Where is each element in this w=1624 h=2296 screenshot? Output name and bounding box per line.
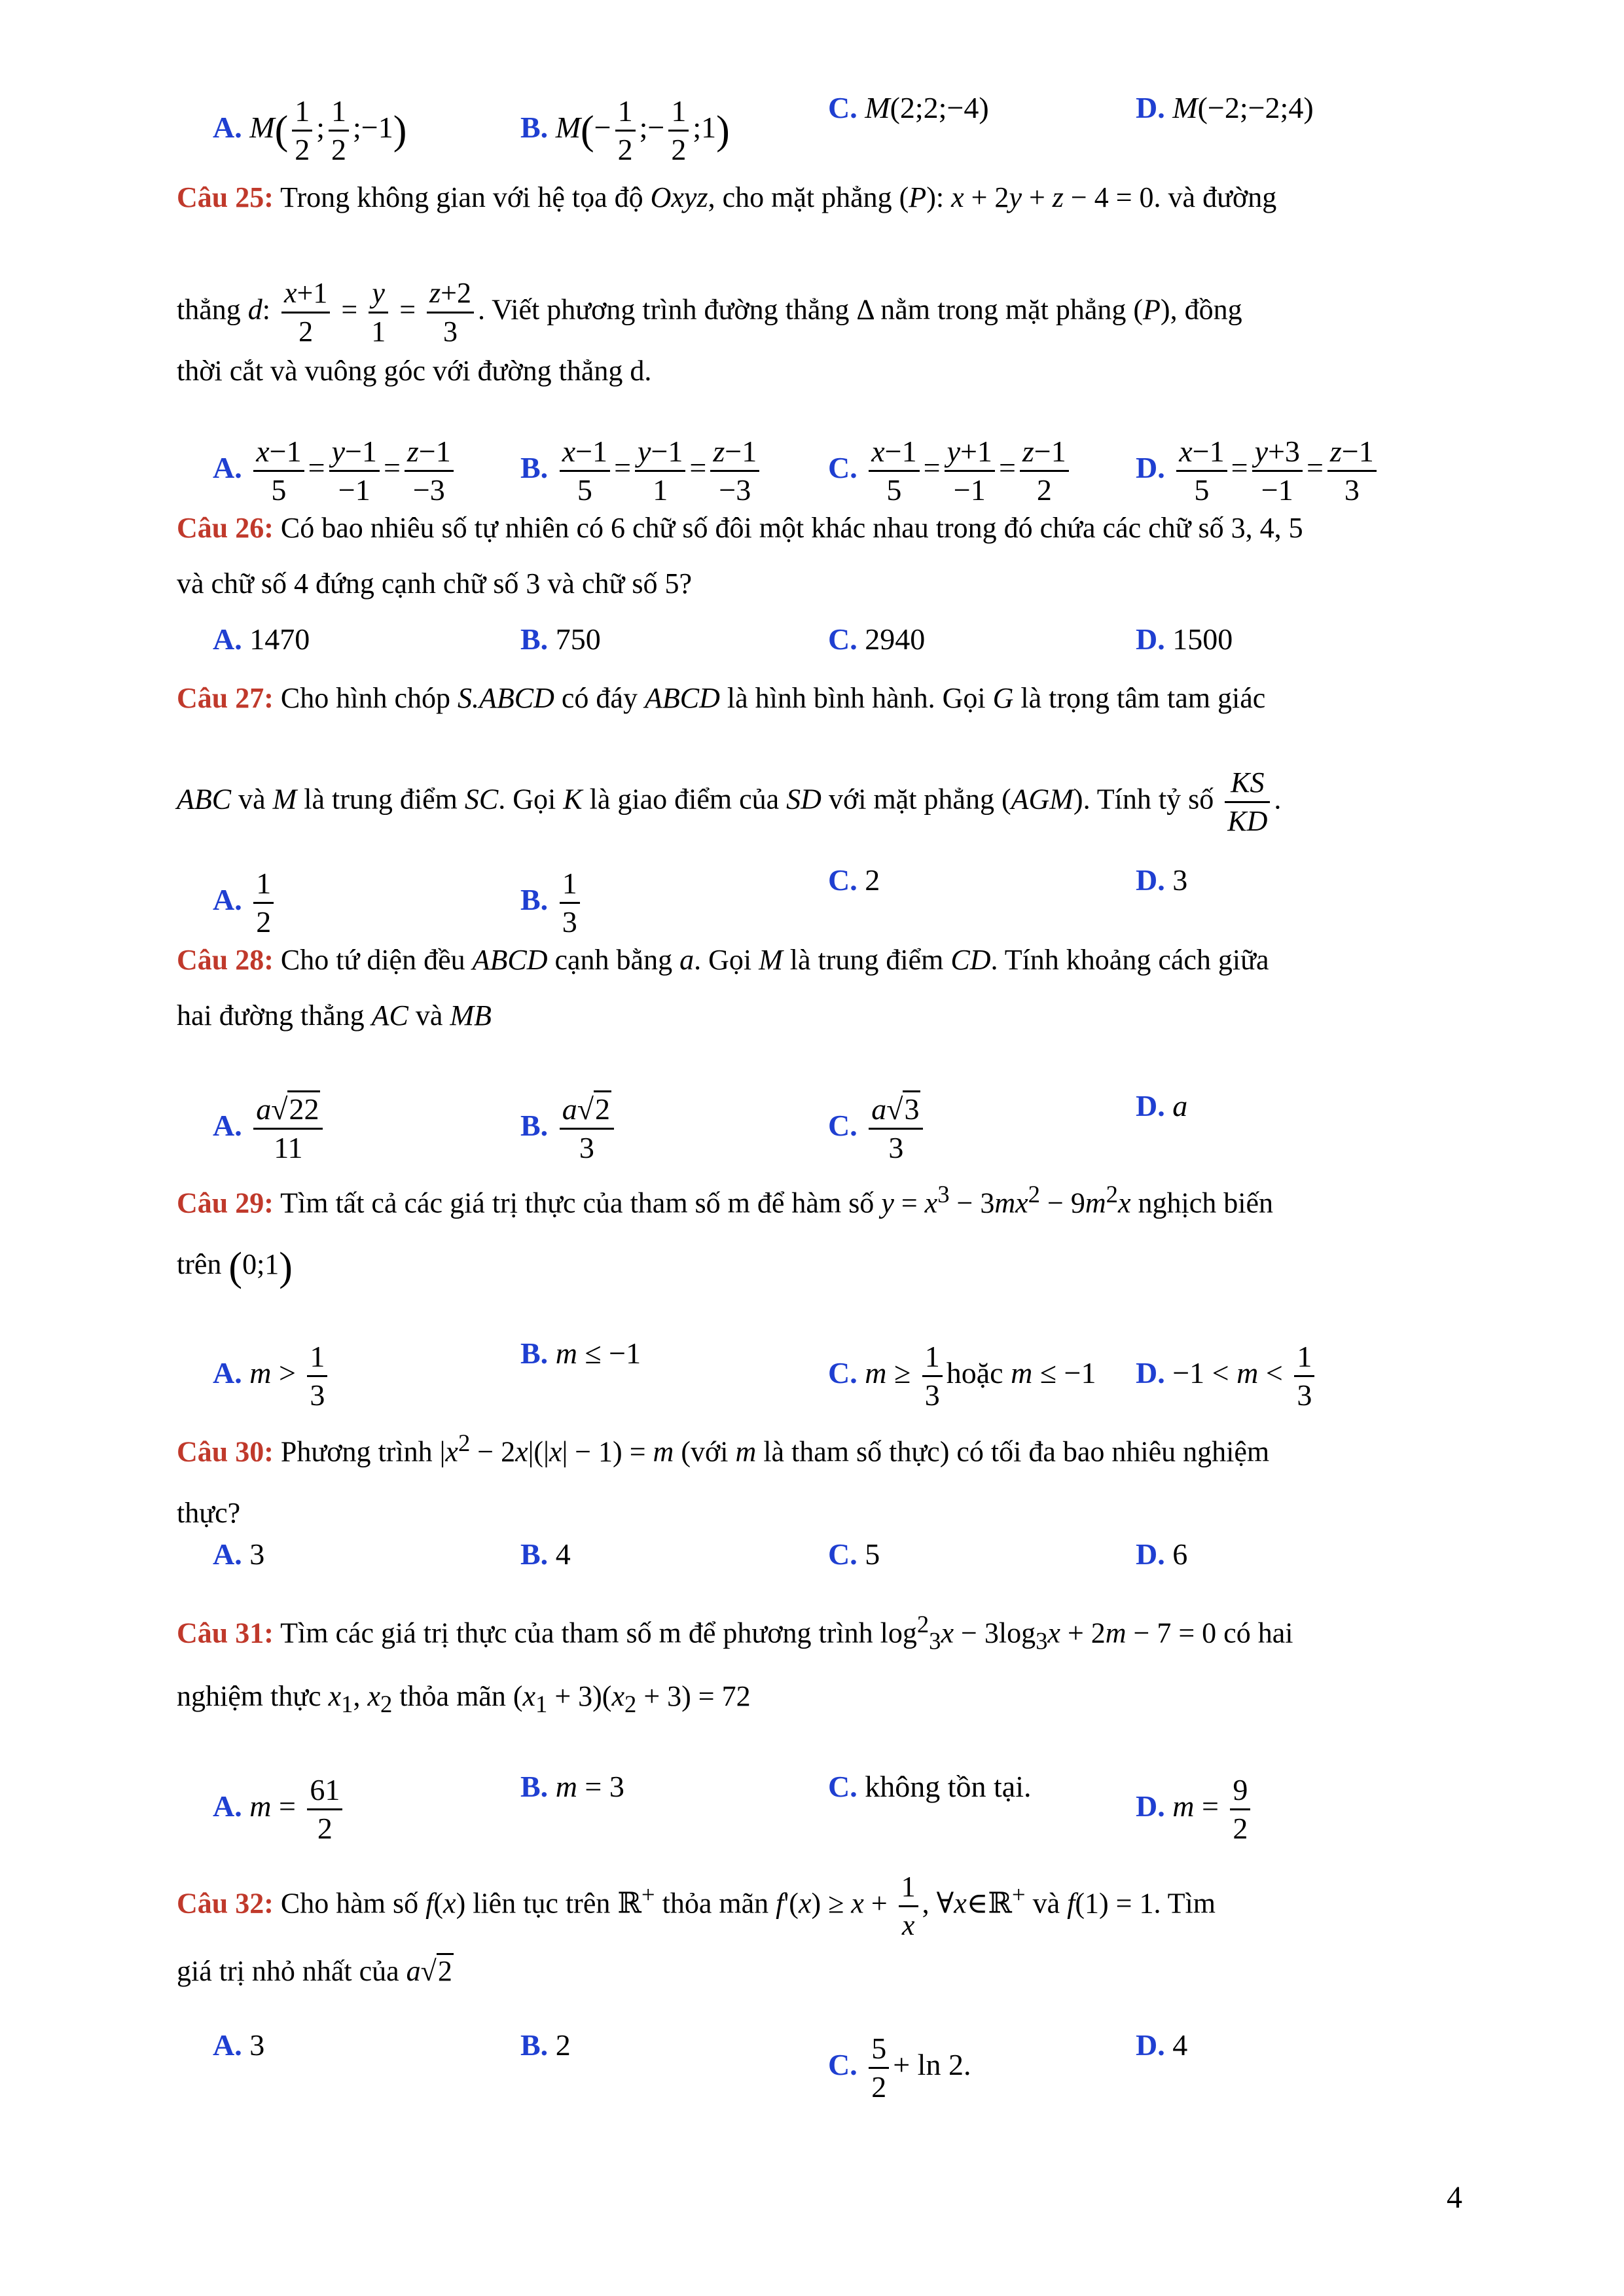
- question-number: Câu 29:: [177, 1187, 274, 1219]
- q26-line2: và chữ số 4 đứng cạnh chữ số 3 và chữ số 5?: [177, 567, 692, 600]
- option-b: B. m = 3: [520, 1770, 624, 1803]
- option-text: 6: [1172, 1537, 1188, 1571]
- option-label: A.: [213, 111, 242, 145]
- option-c: [828, 1772, 1032, 1802]
- option-c: C. M(2;2;−4): [828, 91, 989, 124]
- option-label: C.: [828, 2048, 857, 2082]
- q32-line2: giá trị nhỏ nhất của a√2: [177, 1957, 454, 1986]
- option-label: D.: [1136, 1537, 1165, 1571]
- question-number: Câu 25:: [177, 181, 274, 213]
- option-label: C.: [828, 451, 857, 485]
- option-text: 4: [555, 1537, 571, 1571]
- option-label: B.: [520, 2028, 549, 2062]
- option-a: A. M( $\frac{1}{2}$ ; $\frac{1}{2}$ ;−1): [213, 94, 407, 166]
- option-text: 1470: [249, 622, 310, 656]
- question-number: Câu 30:: [177, 1435, 274, 1468]
- option-c: C. m ≥ $\frac{1}{3}$ hoặc m ≤ −1: [828, 1340, 1096, 1412]
- option-label: A.: [213, 1789, 242, 1823]
- option-d: [1136, 1091, 1187, 1121]
- question-number: Câu 27:: [177, 682, 274, 714]
- option-label: B.: [520, 1336, 549, 1370]
- option-text: 2: [865, 863, 880, 897]
- option-a: [213, 2030, 264, 2060]
- option-b: B. $\frac{x-1}{5}$ = $\frac{y-1}{1}$ = $\frac{z-1}{-3}$: [520, 433, 763, 509]
- option-label: B.: [520, 1537, 549, 1571]
- q28-line1: Câu 28: Cho tứ diện đều ABCD cạnh bằng a. Gọi M là trung điểm CD. Tính khoảng cách giữa: [177, 944, 1269, 976]
- option-a: A. $\frac{x-1}{5}$ = $\frac{y-1}{-1}$ = $\frac{z-1}{-3}$: [213, 433, 458, 509]
- option-b: B. $\frac{1}{3}$: [520, 865, 584, 941]
- q32-line1: Câu 32: Cho hàm số f(x) liên tục trên ℝ+ thỏa mãn f'(x) ≥ x + $\frac{1}{x}$ , ∀x∈ℝ+ và f(1) = 1. Tìm: [177, 1869, 1216, 1944]
- option-label: B.: [520, 883, 549, 917]
- option-text: không tồn tại.: [865, 1770, 1032, 1803]
- option-label: D.: [1136, 451, 1165, 485]
- option-c: [828, 1539, 880, 1570]
- option-label: A.: [213, 1109, 242, 1143]
- q25-line2: thẳng d: $\frac{x+1}{2}$ = $\frac{y}{1}$ = $\frac{z+2}{3}$ . Viết phương trình đường thẳng Δ nằm trong mặt phẳng (P), đồng: [177, 275, 1242, 350]
- option-label: D.: [1136, 2028, 1165, 2062]
- q27-line2: ABC và M là trung điểm SC. Gọi K là giao điểm của SD với mặt phẳng (AGM). Tính tỷ số $\frac{KS}{KD}$ .: [177, 764, 1281, 840]
- q31-line1: Câu 31: Tìm các giá trị thực của tham số m để phương trình $\log^2_3x - 3\log_3x + 2m - 7 = 0$ có hai: [177, 1611, 1293, 1655]
- option-label: A.: [213, 1356, 242, 1390]
- option-c: C. $\frac{5}{2}$ + ln 2.: [828, 2032, 971, 2104]
- option-text: 1500: [1172, 622, 1233, 656]
- option-label: C.: [828, 863, 857, 897]
- option-a: [213, 1539, 264, 1570]
- option-a: A. m = $\frac{61}{2}$: [213, 1772, 346, 1847]
- option-text: a: [1172, 1089, 1188, 1122]
- question-number: Câu 31:: [177, 1617, 274, 1649]
- option-b: [520, 1539, 571, 1570]
- option-label: B.: [520, 622, 549, 656]
- question-number: Câu 28:: [177, 944, 274, 976]
- option-label: B.: [520, 1109, 549, 1143]
- option-label: B.: [520, 111, 549, 145]
- option-text: 750: [555, 622, 601, 656]
- option-label: A.: [213, 451, 242, 485]
- q30-line1: Câu 30: Phương trình $|x^2 - 2x|(|x| - 1) = m$ (với m là tham số thực) có tối đa bao nhiêu nghiệm: [177, 1429, 1270, 1468]
- option-label: D.: [1136, 1089, 1165, 1122]
- option-d: [1136, 1539, 1187, 1570]
- q26-line1: Câu 26: Có bao nhiêu số tự nhiên có 6 chữ số đôi một khác nhau trong đó chứa các chữ số 3, 4, 5: [177, 512, 1303, 544]
- option-b: B. M(− $\frac{1}{2}$ ;− $\frac{1}{2}$ ;1): [520, 94, 730, 166]
- option-c: [828, 624, 925, 655]
- option-text: 3: [249, 2028, 265, 2062]
- option-label: A.: [213, 622, 242, 656]
- option-a: [213, 624, 310, 655]
- question-number: Câu 32:: [177, 1887, 274, 1920]
- option-d: [1136, 624, 1233, 655]
- option-c: C. $\frac{a√3}{3}$: [828, 1091, 927, 1166]
- option-text: 3: [1172, 863, 1188, 897]
- option-text: 2940: [865, 622, 926, 656]
- q28-line2: hai đường thẳng AC và MB: [177, 999, 492, 1031]
- q27-line1: Câu 27: Cho hình chóp S.ABCD có đáy ABCD là hình bình hành. Gọi G là trọng tâm tam giác: [177, 682, 1266, 714]
- q29-line2: trên (0;1): [177, 1244, 293, 1289]
- question-number: Câu 26:: [177, 512, 274, 544]
- option-b: B. m ≤ −1: [520, 1336, 641, 1370]
- option-d: D. −1 < m < $\frac{1}{3}$: [1136, 1338, 1318, 1414]
- option-c: [828, 865, 880, 895]
- option-label: B.: [520, 1770, 549, 1803]
- option-label: D.: [1136, 1356, 1165, 1390]
- option-label: D.: [1136, 91, 1165, 124]
- option-d: [1136, 2030, 1187, 2060]
- q25-line1: Câu 25: Trong không gian với hệ tọa độ Oxyz, cho mặt phẳng (P): x + 2y + z − 4 = 0. và đường: [177, 181, 1277, 213]
- option-c: C. $\frac{x-1}{5}$ = $\frac{y+1}{-1}$ = $\frac{z-1}{2}$: [828, 433, 1073, 509]
- option-d: [1136, 865, 1187, 895]
- option-label: C.: [828, 622, 857, 656]
- option-b: B. $\frac{a√2}{3}$: [520, 1091, 618, 1166]
- q29-line1: Câu 29: Tìm tất cả các giá trị thực của tham số m để hàm số $y = x^3 - 3mx^2 - 9m^2x$ nghịch biến: [177, 1181, 1273, 1219]
- option-label: D.: [1136, 1789, 1165, 1823]
- option-b: [520, 624, 601, 655]
- option-label: D.: [1136, 863, 1165, 897]
- option-a: A. m > $\frac{1}{3}$: [213, 1338, 331, 1414]
- option-label: C.: [828, 91, 857, 124]
- option-d: D. $\frac{x-1}{5}$ = $\frac{y+3}{-1}$ = $\frac{z-1}{3}$: [1136, 433, 1380, 509]
- option-label: C.: [828, 1356, 857, 1390]
- option-b: [520, 2030, 571, 2060]
- option-text: 2: [555, 2028, 571, 2062]
- option-label: B.: [520, 451, 549, 485]
- q31-line2: nghiệm thực $x_1$, $x_2$ thỏa mãn $(x_1 + 3)(x_2 + 3) = 72$: [177, 1680, 751, 1717]
- option-label: C.: [828, 1109, 857, 1143]
- option-d: D. M(−2;−2;4): [1136, 91, 1314, 124]
- option-text: 4: [1172, 2028, 1188, 2062]
- q30-line2: thực?: [177, 1497, 241, 1529]
- option-label: C.: [828, 1537, 857, 1571]
- option-label: A.: [213, 883, 242, 917]
- q25-line3: thời cắt và vuông góc với đường thẳng d.: [177, 355, 652, 387]
- option-d: D. m = $\frac{9}{2}$: [1136, 1772, 1254, 1847]
- option-label: C.: [828, 1770, 857, 1803]
- option-label: A.: [213, 1537, 242, 1571]
- option-text: 3: [249, 1537, 265, 1571]
- option-label: A.: [213, 2028, 242, 2062]
- option-a: A. $\frac{1}{2}$: [213, 865, 278, 941]
- option-label: D.: [1136, 622, 1165, 656]
- page-number: 4: [1447, 2180, 1462, 2215]
- option-text: 5: [865, 1537, 880, 1571]
- option-a: A. $\frac{a√22}{11}$: [213, 1091, 327, 1166]
